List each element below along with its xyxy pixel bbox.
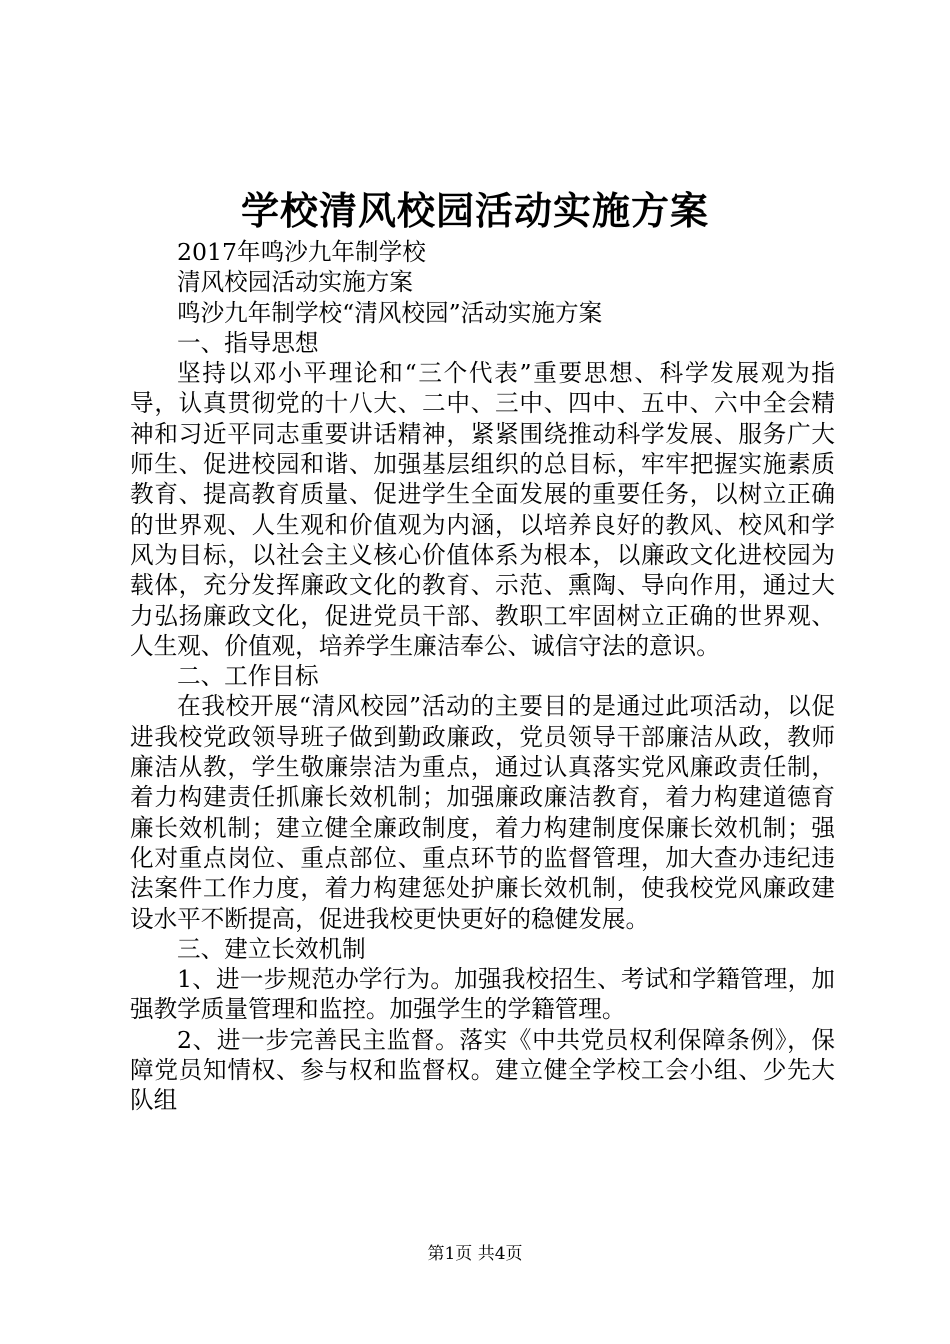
section-heading-work-goals: 二、工作目标 <box>177 662 319 691</box>
section-heading-guiding-ideology: 一、指导思想 <box>177 328 319 357</box>
document-title: 学校清风校园活动实施方案 <box>240 188 709 233</box>
section-heading-long-term-mechanism: 三、建立长效机制 <box>177 934 366 963</box>
paragraph-work-goals: 在我校开展“清风校园”活动的主要目的是通过此项活动，以促进我校党政领导班子做到勤政廉政，党员领导干部廉洁从政，教师廉洁从教，学生敬廉崇洁为重点，通过认真落实党风廉政责任制，着力构建责任抓廉长效机制；加强廉政廉洁教育，着力构建道德育廉长效机制；建立健全廉政制度，着力构建制度保廉长效机制；强化对重点岗位、重点部位、重点环节的监督管理，加大查办违纪违法案件工作力度，着力构建惩处护廉长效机制，使我校党风廉政建设水平不断提高，促进我校更快更好的稳健发展。 <box>130 692 835 933</box>
paragraph-guiding-ideology: 坚持以邓小平理论和“三个代表”重要思想、科学发展观为指导，认真贯彻党的十八大、二中、三中、四中、五中、六中全会精神和习近平同志重要讲话精神，紧紧围绕推动科学发展、服务广大师生、促进校园和谐、加强基层组织的总目标，牢牢把握实施素质教育、提高教育质量、促进学生全面发展的重要任务，以树立正确的世界观、人生观和价值观为内涵，以培养良好的教风、校风和学风为目标，以社会主义核心价值体系为根本，以廉政文化进校园为载体，充分发挥廉政文化的教育、示范、熏陶、导向作用，通过大力弘扬廉政文化，促进党员干部、教职工牢固树立正确的世界观、人生观、价值观，培养学生廉洁奉公、诚信守法的意识。 <box>130 359 835 660</box>
paragraph-subtitle: 清风校园活动实施方案 <box>177 268 413 297</box>
paragraph-full-title: 鸣沙九年制学校“清风校园”活动实施方案 <box>177 298 603 327</box>
document-body <box>130 237 835 1116</box>
paragraph-item-2: 2、进一步完善民主监督。落实《中共党员权利保障条例》，保障党员知情权、参与权和监督权。建立健全学校工会小组、少先大队组 <box>130 1025 835 1115</box>
paragraph-school-year: 2017年鸣沙九年制学校 <box>177 238 426 266</box>
paragraph-item-1: 1、进一步规范办学行为。加强我校招生、考试和学籍管理，加强教学质量管理和监控。加强学生的学籍管理。 <box>130 965 835 1024</box>
page-number-footer: 第1页 共4页 <box>427 1244 523 1264</box>
